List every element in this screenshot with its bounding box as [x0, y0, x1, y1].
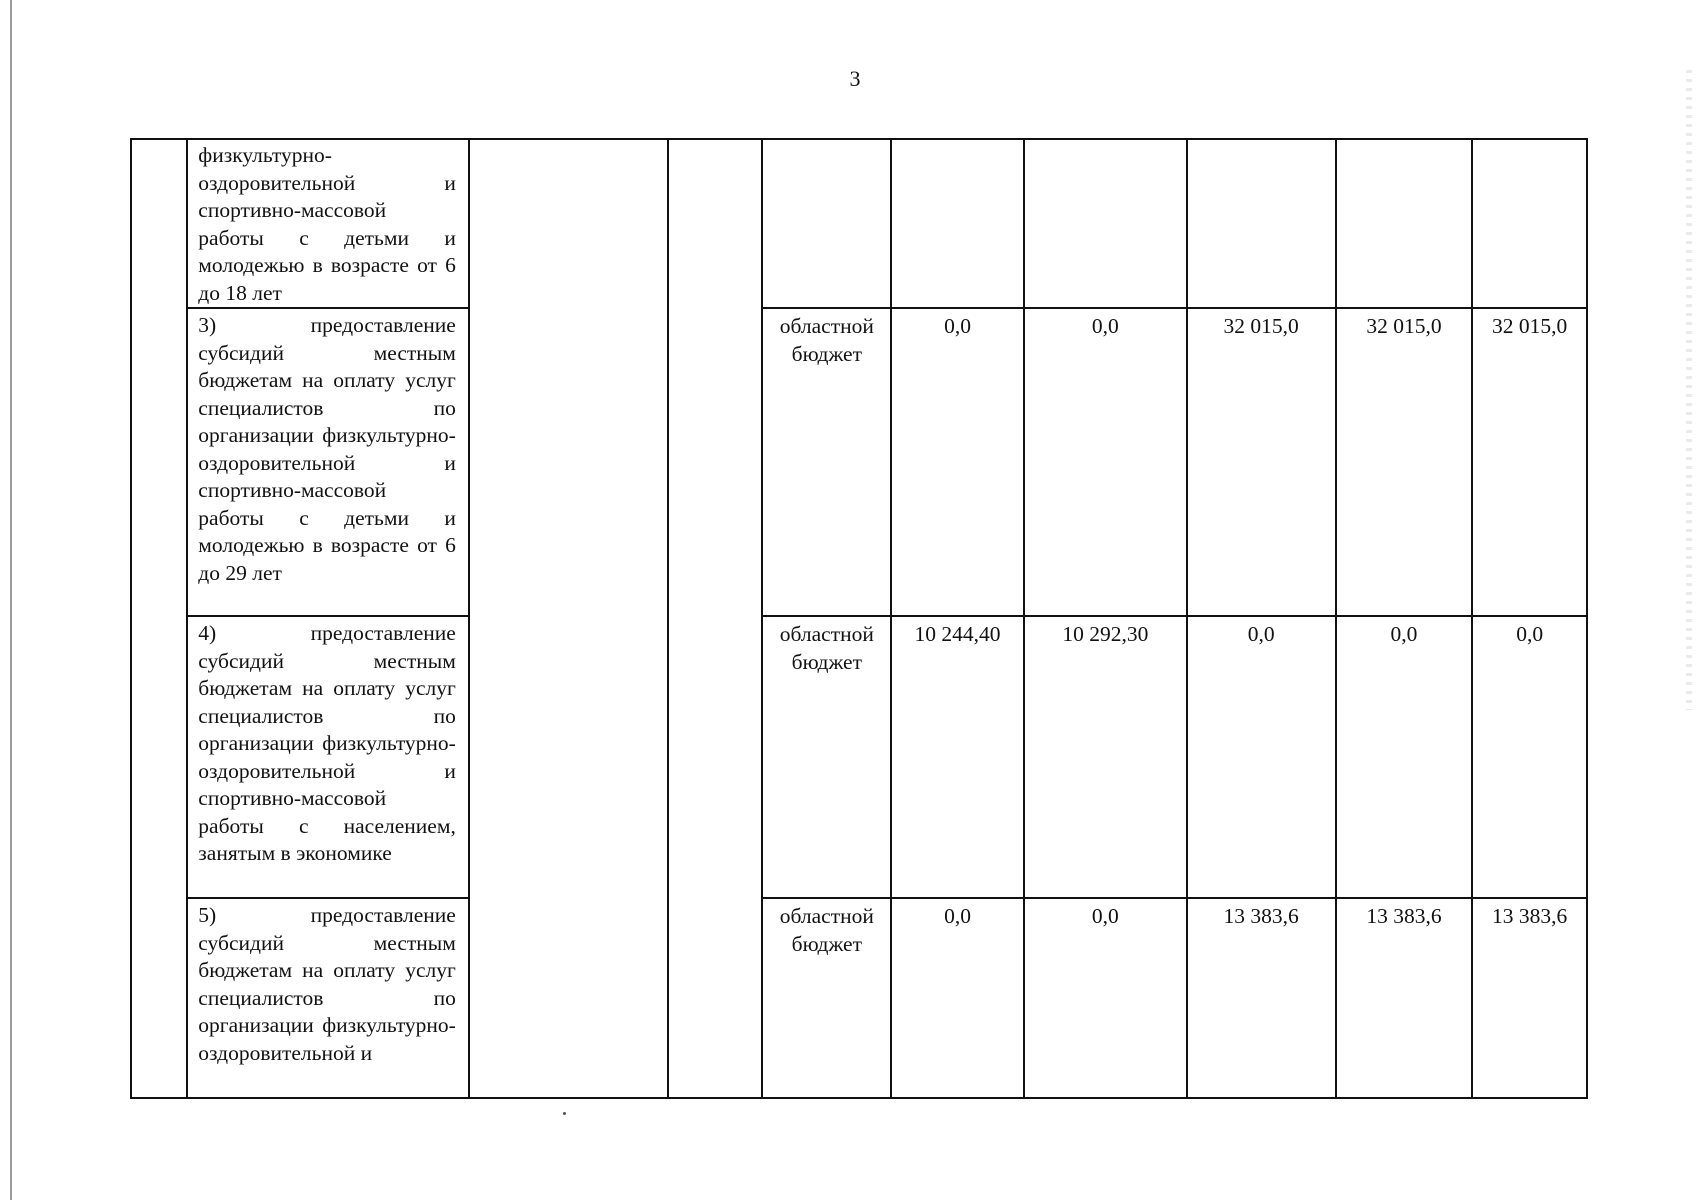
- index-cell: [131, 139, 187, 1098]
- description-cell: 3) предоставление субсидий местным бюджетам на оплату услуг специалистов по организации физкультурно-оздоровительной и спортивно-массовой работы с детьми и молодежью в возрасте от 6 до 29 лет: [187, 308, 469, 616]
- value-cell: 10 292,30: [1024, 616, 1187, 898]
- executor-cell: [469, 139, 668, 1098]
- scan-dot: [563, 1112, 566, 1115]
- value-cell: 10 244,40: [891, 616, 1024, 898]
- value-cell: 0,0: [891, 898, 1024, 1098]
- value-cell: 0,0: [1472, 616, 1587, 898]
- value-cell: 13 383,6: [1187, 898, 1336, 1098]
- value-cell: [891, 139, 1024, 308]
- value-cell: 0,0: [1024, 898, 1187, 1098]
- value-cell: [1187, 139, 1336, 308]
- value-cell: 0,0: [1024, 308, 1187, 616]
- value-cell: 13 383,6: [1336, 898, 1473, 1098]
- page-number: 3: [849, 66, 861, 91]
- table-row: [131, 616, 1587, 898]
- budget-table: [130, 138, 1588, 1099]
- funding-source-cell: областной бюджет: [762, 898, 891, 1098]
- description-cell: 5) предоставление субсидий местным бюджетам на оплату услуг специалистов по организации физкультурно-оздоровительной и: [187, 898, 469, 1098]
- funding-source-cell: [762, 139, 891, 308]
- value-cell: 13 383,6: [1472, 898, 1587, 1098]
- value-cell: 0,0: [891, 308, 1024, 616]
- table-row: [131, 898, 1587, 1098]
- value-cell: 32 015,0: [1336, 308, 1473, 616]
- funding-source-cell: областной бюджет: [762, 616, 891, 898]
- description-cell: 4) предоставление субсидий местным бюджетам на оплату услуг специалистов по организации физкультурно-оздоровительной и спортивно-массовой работы с населением, занятым в экономике: [187, 616, 469, 898]
- table-row: [131, 308, 1587, 616]
- page-edge: [10, 0, 12, 1200]
- value-cell: 32 015,0: [1187, 308, 1336, 616]
- funding-source-cell: областной бюджет: [762, 308, 891, 616]
- value-cell: [1024, 139, 1187, 308]
- table-row: [131, 139, 1587, 308]
- description-cell: физкультурно-оздоровительной и спортивно-массовой работы с детьми и молодежью в возрасте от 6 до 18 лет: [187, 139, 469, 308]
- value-cell: [1472, 139, 1587, 308]
- value-cell: 0,0: [1336, 616, 1473, 898]
- value-cell: 0,0: [1187, 616, 1336, 898]
- period-cell: [668, 139, 763, 1098]
- value-cell: [1336, 139, 1473, 308]
- scan-artifact: [1686, 70, 1692, 710]
- value-cell: 32 015,0: [1472, 308, 1587, 616]
